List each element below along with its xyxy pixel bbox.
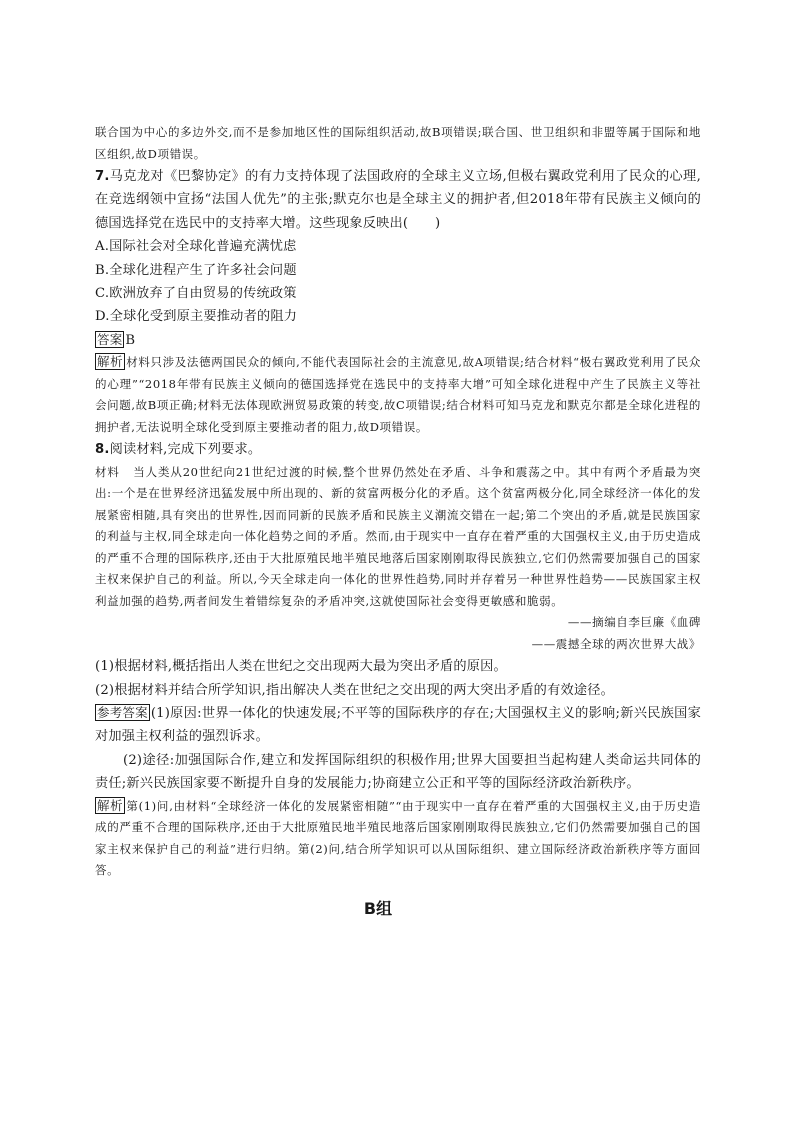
question-7-analysis (95, 352, 701, 438)
section-heading: B组 (363, 898, 393, 918)
question-7-text: 马克龙对《巴黎协定》的有力支持体现了法国政府的全球主义立场,但极右翼政党利用了民众的心理,在竞选纲领中宣扬“法国人优先”的主张;默克尔也是全球主义的拥护者,但2018年带有民族主义倾向的德国选择党在选民中的支持率大增。这些现象反映出( ) (95, 169, 701, 231)
page-content (95, 122, 701, 919)
question-8-analysis (95, 796, 701, 882)
material-passage (95, 462, 701, 613)
requirement-1: (1)根据材料,概括指出人类在世纪之交出现两大最为突出矛盾的原因。 (95, 659, 507, 675)
material-source-line-1: ——摘编自李巨廉《血碑 (567, 615, 701, 630)
analysis-tag: 解析 (97, 354, 124, 370)
option-d: D.全球化受到原主要推动者的阻力 (95, 309, 298, 325)
material-source-line-2: ——震撼全球的两次世界大战》 (531, 636, 701, 651)
reference-answer-1 (95, 702, 701, 749)
option-b: B.全球化进程产生了许多社会问题 (95, 262, 297, 278)
reference-answer-2: (2)途径:加强国际合作,建立和发挥国际组织的积极作用;世界大国要担当起构建人类命运共同体的责任;新兴民族国家要不断提升自身的发展能力;协商建立公正和平等的国际经济政治新秩序。 (95, 752, 701, 792)
requirement-2: (2)根据材料并结合所学知识,指出解决人类在世纪之交出现的两大突出矛盾的有效途径。 (95, 682, 615, 698)
reference-answer-1-text: (1)原因:世界一体化的快速发展;不平等的国际秩序的存在;大国强权主义的影响;新兴民族国家对加强主权利益的强烈诉求。 (95, 705, 701, 745)
answer-value: B (125, 332, 136, 348)
question-7-stem (95, 165, 701, 235)
question-7-answer (95, 329, 701, 352)
reference-answer-tag: 参考答案 (97, 704, 148, 720)
material-text: 当人类从20世纪向21世纪过渡的时候,整个世界仍然处在矛盾、斗争和震荡之中。其中有两个矛盾最为突出:一个是在世界经济迅猛发展中所出现的、新的贫富两极分化的矛盾。这个贫富两极分化,同全球经济一体化的发展紧密相随,具有突出的世界性,因而同新的民族矛盾和民族主义潮流交错在一起;第二个突出的矛盾,就是民族国家的利益与主权,同全球走向一体化趋势之间的矛盾。然而,由于现实中一直存在着严重的大国强权主义,由于历史造成的严重不合理的国际秩序,还由于大批原殖民地半殖民地落后国家刚刚取得民族独立,它们仍然需要加强自己的国家主权来保护自己的利益。所以,今天全球走向一体化的世界性趋势,同时并存着另一种世界性趋势——民族国家主权利益加强的趋势,两者间发生着错综复杂的矛盾冲突,这就使国际社会变得更敏感和脆弱。 (95, 464, 701, 608)
question-7 (95, 165, 701, 438)
question-8-number: 8. (95, 442, 110, 458)
option-c: C.欧洲放弃了自由贸易的传统政策 (95, 286, 297, 302)
question-7-number: 7. (95, 169, 110, 184)
answer-tag: 答案 (97, 331, 123, 347)
analysis-text: 材料只涉及法德两国民众的倾向,不能代表国际社会的主流意见,故A项错误;结合材料“极右翼政党利用了民众的心理”“2018年带有民族主义倾向的德国选择党在选民中的支持率大增”可知全球化进程中产生了民族主义等社会问题,故B项正确;材料无法体现欧洲贸易政策的转变,故C项错误;结合材料可知马克龙和默克尔都是全球化进程的拥护者,无法说明全球化受到原主要推动者的阻力,故D项错误。 (95, 355, 701, 434)
analysis-tag: 解析 (97, 797, 124, 813)
previous-explanation-tail: 联合国为中心的多边外交,而不是参加地区性的国际组织活动,故B项错误;联合国、世卫组织和非盟等属于国际和地区组织,故D项错误。 (95, 125, 701, 161)
question-8-stem (95, 438, 701, 461)
option-a: A.国际社会对全球化普遍充满忧虑 (95, 239, 297, 255)
material-label: 材料 (95, 464, 120, 479)
analysis-text: 第(1)问,由材料“全球经济一体化的发展紧密相随”“由于现实中一直存在着严重的大国强权主义,由于历史造成的严重不合理的国际秩序,还由于大批原殖民地半殖民地落后国家刚刚取得民族独立,它们仍然需要加强自己的国家主权来保护自己的利益”进行归纳。第(2)问,结合所学知识可以从国际组织、建立国际经济政治新秩序等方面回答。 (95, 798, 701, 878)
question-8 (95, 438, 701, 881)
question-8-text: 阅读材料,完成下列要求。 (109, 442, 262, 458)
